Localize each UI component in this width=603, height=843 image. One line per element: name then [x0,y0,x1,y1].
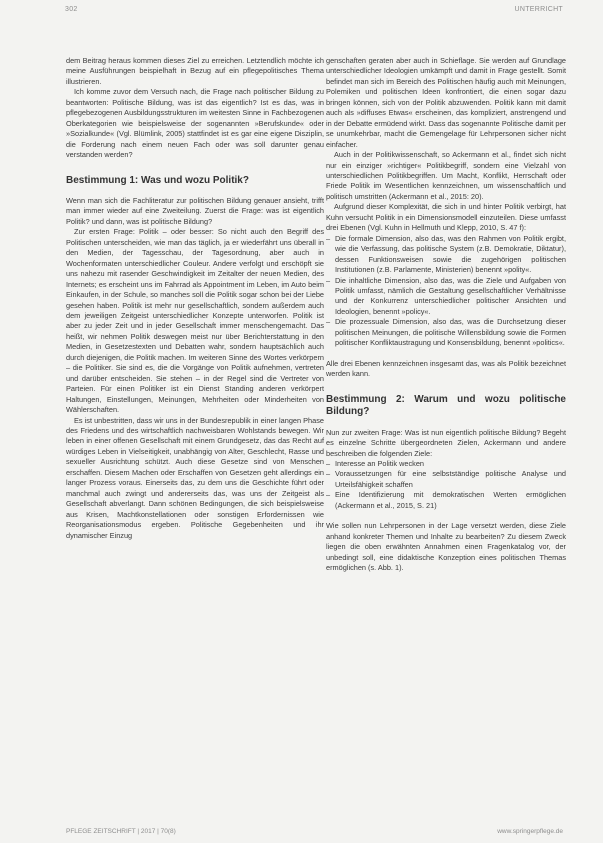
journal-citation: PFLEGE ZEITSCHRIFT | 2017 | 70(8) [66,828,176,835]
page-number: 302 [65,6,78,13]
paragraph: Wenn man sich die Fachliteratur zur politischen Bildung genauer ansieht, trifft man immer wieder auf eine Zweiteilung. Zuerst die Frage: was ist eigentlich Politik? und dann, was ist politische Bildung? [66,196,324,226]
paragraph: Nun zur zweiten Frage: Was ist nun eigentlich politische Bildung? Begeht es einzelne Schritte übergeordneten Zielen, Ackermann und andere beschreiben die folgenden Ziele: [326,427,566,458]
list-item: – Interesse an Politik wecken [326,459,566,469]
paragraph: genschaften geraten aber auch in Schieflage. Sie werden auf Grundlage unterschiedlicher Ideologien umkämpft und damit in Frage gestellt. Somit befindet man sich im Bereich des Politischen häufig auch mit Meinungen, Polemiken und politischen Ideen konfrontiert, die einen sogar dazu bringen können, sich von der Politik abzuwenden. Politik kann mit damit auch als »diffuses Etwas« erscheinen, das kompliziert, anstrengend und in der Debatte ermüdend wirkt. Dass das sogenannte Politische damit per se unumkehrbar, macht die Gemengelage für Lehrpersonen sicher nicht einfacher. [326,56,566,149]
left-column [66,56,324,541]
goals-list [326,459,566,511]
list-item: – Die formale Dimension, also das, was den Rahmen von Politik ergibt, wie die Verfassung, das politische System (z.B. Demokratie, Diktatur), dessen Funktionsweisen sowie die zugehörigen politischen Institutionen (z.B. Parlamente, Ministerien) benennt »polity«. [326,234,566,276]
paragraph: dem Beitrag heraus kommen dieses Ziel zu erreichen. Letztendlich möchte ich meine Ausführungen beispielhaft in Bezug auf ein pflegepolitisches Thema illustrieren. [66,56,324,86]
section-heading: Bestimmung 1: Was und wozu Politik? [66,174,249,186]
section-label: UNTERRICHT [514,6,563,13]
right-column [326,56,566,573]
paragraph: Alle drei Ebenen kennzeichnen insgesamt das, was als Politik bezeichnet werden kann. [326,358,566,379]
paragraph: Auch in der Politikwissenschaft, so Ackermann et al., findet sich nicht nur ein einziger »richtiger« Politikbegriff, sondern eine Vielzahl von unterschiedlichen Politikbegriffen. Um Macht, Konflikt, Herrschaft oder Friede Politik im Wesentlichen kennzeichnen, um wissenschaftlich und politisch umstritten (Ackermann et al., 2015: 20). [326,150,566,201]
paragraph: Aufgrund dieser Komplexität, die sich in und hinter Politik verbirgt, hat Kuhn versucht Politik in ein Dimensionsmodell einzuteilen. Diese umfasst drei Ebenen (Vgl. Kuhn in Hellmuth und Klepp, 2010, S. 47 f): [326,202,566,233]
paragraph: Zur ersten Frage: Politik – oder besser: So nicht auch den Begriff des Politischen unterscheiden, wie man das täglich, ja er wiederfährt uns überall in den Medien, der Tagesschau, der Tagesordnung, aber auch in Wochenformaten unterschiedlicher Couleur. Andere verfolgt und erschöpft sie uns nahezu mit rasender Geschwindigkeit im Zeitalter der neuen Medien, des Internets; es erscheint uns im Fahrrad als Appointment im Leben, im Auto beim Einkaufen, in der Schule, so manches soll die Politik sogar schon bei der Liebe gesehen haben. Politik ist mehr nur gesellschaftlich, sondern außerdem auch dem jeweiligen Zeitgeist unterschiedlicher Konzepte unterworfen. Politik ist aber zu jeder Zeit und in jeder Gesellschaft immer menschengemacht. Das heißt, wir nehmen Politik deswegen meist nur über Berichterstattung in den Medien, in Gesetzestexten und Debatten wahr, sondern hauptsächlich auch durch diejenigen, die Politik machen. Im weiteren Sinne des Wortes verkörpern – die Politiker. Sie sind es, die die Vorgänge von Politik aufnehmen, vertreten und darüber entscheiden. Sie stehen – in der Regel sind die Vertreter von Parteien. Für einen Politiker ist ein Dienst Standing anderen verkörpert Haltungen, Einstellungen, Meinungen, Mehrheiten oder Minderheiten von Wählerschaften. [66,227,324,415]
paragraph: Wie sollen nun Lehrpersonen in der Lage versetzt werden, diese Ziele anhand konkreter Themen und Inhalte zu bearbeiten? Zu diesem Zweck liegen die oben erwähnten Annahmen einen Fragenkatalog vor, der unbedingt soll, eine didaktische Konzeption eines politischen Themas ermöglichen (s. Abb. 1). [326,521,566,573]
list-item: – Die inhaltliche Dimension, also das, was die Ziele und Aufgaben von Politik umfasst, nämlich die Gestaltung gesellschaftlicher Verhältnisse und der Konkurrenz unterschiedlicher politischer Ansichten und Ideologien, benennt »policy«. [326,276,566,318]
paragraph: Es ist unbestritten, dass wir uns in der Bundesrepublik in einer langen Phase des Friedens und des wirtschaftlich nachweisbaren Wohlstands bewegen. Wir leben in einer offenen Gesellschaft mit einem Grundgesetz, das das Recht auf würdiges Leben in Vielseitigkeit, unabhängig von Alter, Geschlecht, Rasse und sexueller Ausrichtung schützt. Auch diese Gesetze sind von Menschen erschaffen. Diesem Machen oder Erschaffen von Gesetzen geht allerdings ein langer Prozess voraus. Einerseits das, zu dem uns die Geschichte führt oder manchmal auch zwingt und andererseits das, was uns der Zeitgeist als Gesellschaft abverlangt. Dann schönen Bedingungen, die sich beispielsweise aus Krisen, Machtkonstellationen oder sonstigen Erfordernissen wie Reorganisationsmodus ergeben. Politische Gegebenheiten und ihr dynamischer Einzug [66,415,324,540]
dimension-list [326,234,566,349]
section-heading: Bestimmung 2: Warum und wozu politische Bildung? [326,393,566,418]
list-item: – Voraussetzungen für eine selbstständige politische Analyse und Urteilsfähigkeit schaffen [326,469,566,490]
list-item: – Die prozessuale Dimension, also das, was die Durchsetzung dieser politischen Meinungen, die politische Willensbildung sowie die Formen politischer Konfliktaustragung und Konsensbildung, benennt »politics«. [326,317,566,348]
list-item: – Eine Identifizierung mit demokratischen Werten ermöglichen (Ackermann et al., 2015, S. 21) [326,490,566,511]
paragraph: Ich komme zuvor dem Versuch nach, die Frage nach politischer Bildung zu beantworten: Politische Bildung, was ist das eigentlich? Ist es das, was in pflegebezogenen Ausbildungsstrukturen im weitesten Sinne in Fachbezogenen Oberkategorien wie beispielsweise der sogenannten »Berufskunde« oder »Sozialkunde« (Vgl. Blümlink, 2005) stattfindet ist es gar eine eigene Disziplin, die Forderung nach einem neuen Fach oder was soll darunter genau verstanden werden? [66,87,324,160]
publisher-url: www.springerpflege.de [497,828,563,835]
